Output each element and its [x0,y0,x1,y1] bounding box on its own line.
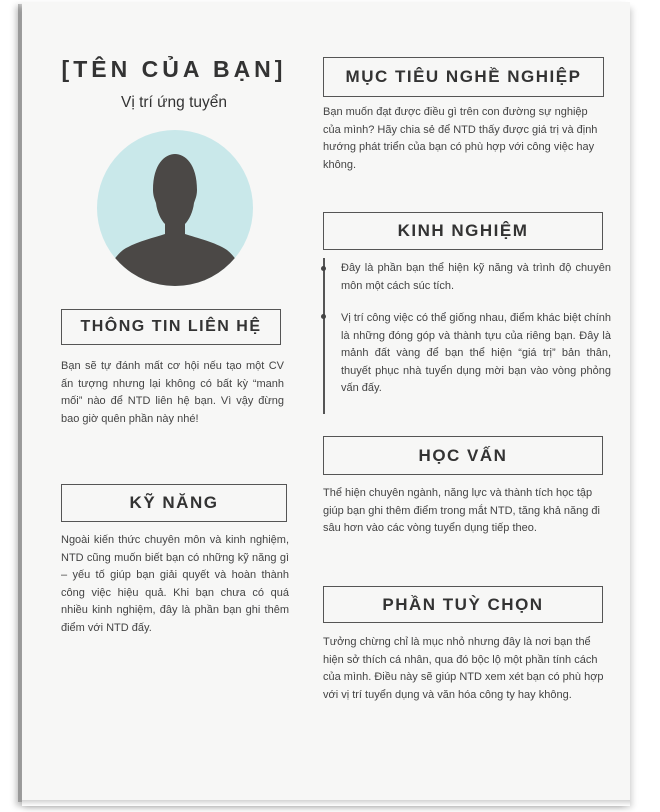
avatar [97,130,253,286]
timeline-dot [321,266,326,271]
experience-item: Đây là phần bạn thể hiện kỹ năng và trình độ chuyên môn một cách súc tích. [341,262,611,292]
optional-section-title: PHẦN TUỲ CHỌN [323,586,603,623]
experience-item: Vị trí công việc có thể giống nhau, điểm khác biệt chính là những đóng góp và thành tựu của riêng bạn. Đây là mảnh đất vàng để bạn thể hiện “giá trị” bản thân, thuyết phục nhà tuyển dụng mời bạn vào vòng phỏng vấn đấy. [341,312,611,394]
applied-position: Vị trí ứng tuyển [120,94,227,111]
skills-section-text: Ngoài kiến thức chuyên môn và kinh nghiệm, NTD cũng muốn biết bạn có những kỹ năng gì – yếu tố giúp bạn giải quyết và hoàn thành công việc hiệu quả. Khi bạn chưa có quá nhiều kinh nghiệm, đây là phần bạn ghi thêm điểm với NTD đấy. [61,534,289,634]
optional-section-text: Tưởng chừng chỉ là mục nhỏ nhưng đây là nơi bạn thể hiện sở thích cá nhân, qua đó bộc lộ một phần tính cách của mình. Điều này sẽ giúp NTD xem xét bạn có phù hợp với vị trí tuyển dụng và văn hóa công ty hay không. [323,636,604,701]
paper-bottom-shadow [22,800,630,806]
candidate-name: [TÊN CỦA BẠN] [61,56,287,82]
skills-section-title: KỸ NĂNG [61,484,287,522]
education-section-text: Thể hiện chuyên ngành, năng lực và thành tích học tập giúp bạn ghi thêm điểm trong mắt NTD, tăng khả năng đi sâu hơn vào các vòng tuyển dụng tiếp theo. [323,487,600,534]
objective-section-text: Bạn muốn đạt được điều gì trên con đường sự nghiệp của mình? Hãy chia sẻ để NTD thấy được giá trị và định hướng phát triển của bạn có phù hợp với công việc hay không. [323,106,598,171]
objective-section-title: MỤC TIÊU NGHỀ NGHIỆP [323,57,604,97]
experience-timeline [323,258,325,414]
contact-section-text: Bạn sẽ tự đánh mất cơ hội nếu tạo một CV ấn tượng nhưng lại không có bất kỳ “manh mối” nào để NTD liên hệ bạn. Vì vậy đừng bao giờ quên phần này nhé! [61,360,284,425]
education-section-title: HỌC VẤN [323,436,603,475]
timeline-dot [321,314,326,319]
experience-section-title: KINH NGHIỆM [323,212,603,250]
person-silhouette-icon [97,130,253,286]
contact-section-title: THÔNG TIN LIÊN HỆ [61,309,281,345]
